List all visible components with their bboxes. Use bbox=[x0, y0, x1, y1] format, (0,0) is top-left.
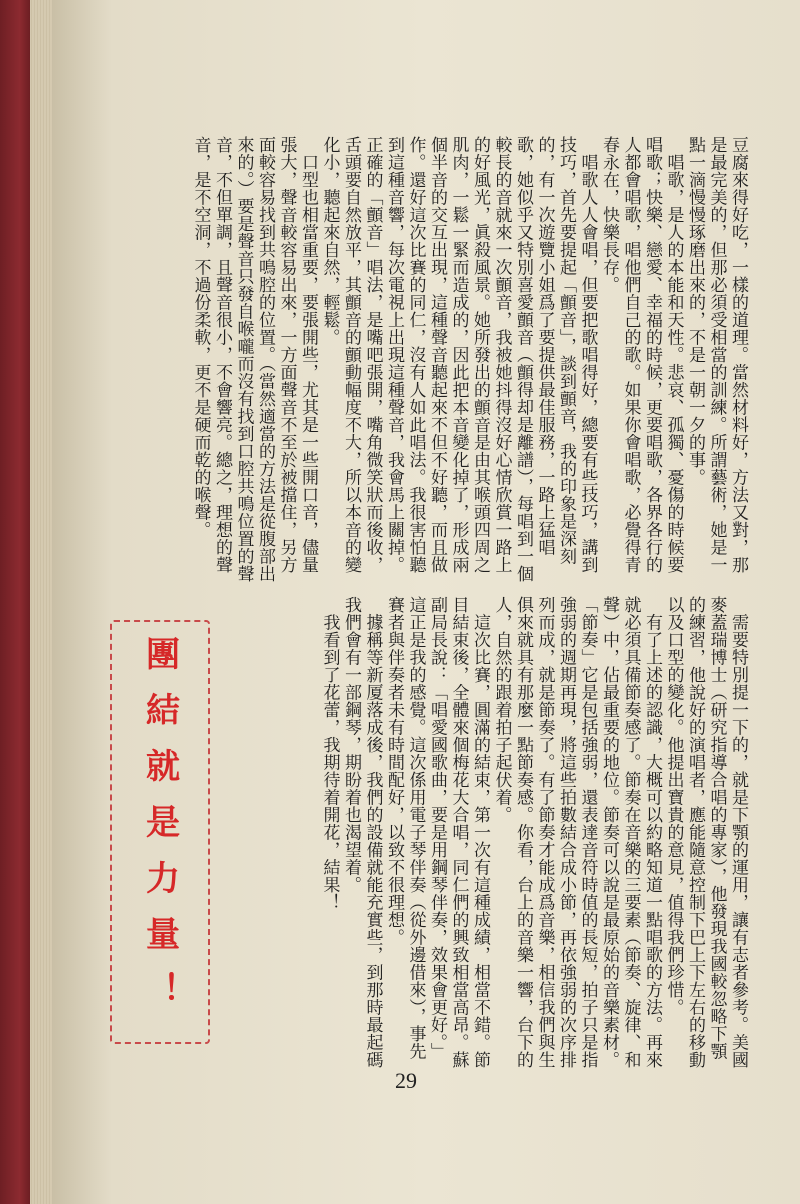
slogan-text: 團結就是力量！ bbox=[139, 636, 180, 1028]
slogan-box bbox=[110, 620, 210, 1044]
page-number: 29 bbox=[395, 1068, 417, 1093]
article-text-bottom: 需要特別提一下的，就是下顎的運用，讓有志者參考。美國麥蓋瑞博士（研究指導合唱的專家），他發現我國較忽略下顎的練習，他說好的演唱者，應能隨意控制下巴上下左右的移動以及口型的變化。他提出寶貴的意見，值得我們珍惜。 有了上述的認識，大概可以約略知道一點唱歌的方法。再來就必須具備節奏感了。節奏在音樂的三要素（節奏、旋律、和聲）中，佔最重要的地位。節奏可以說是最原始的音樂素材。「節奏」它是包括強弱，還表達音符時值的長短，拍子只是指強弱的週期再現，將這些拍數結合成小節，再依強弱的次序排列而成，就是節奏了。有了節奏才能成爲音樂，相信我們與生俱來就具有那麼一點節奏感。你看，台上的音樂一響，台下的人，自然的跟着拍子起伏着。 這次比賽，圓滿的結束，第一次有這種成績，相當不錯。節目結束後，全體來個梅花大合唱，同仁們的興致相當高昂。蘇副局長說：「唱愛國歌曲，要是用鋼琴伴奏，效果會更好。」這正是我的感覺。這次係用電子琴伴奏（從外邊借來），事先賽者與伴奏者未有時間配好，以致不很理想。 據稱等新厦落成後，我們的設備就能充實些，到那時最起碼我們會有一部鋼琴，期盼着也渴望着。 我看到了花蕾，我期待着開花，結果！ bbox=[319, 596, 748, 1069]
article-text-top: 豆腐來得好吃，一樣的道理。當然材料好，方法又對，那是最完美的，但那必須受相當的訓練。所謂藝術，她是一點一滴慢慢琢磨出來的，不是一朝一夕的事。 唱歌，是人的本能和天性。悲哀、孤獨、憂傷的時候要唱歌；快樂、戀愛、幸福的時候，更要唱歌，各界各行的人都會唱歌，唱他們自己的歌。如果你會唱歌，必覺得青春永在，快樂長存。 唱歌人人會唱，但要把歌唱得好，總要有些技巧，講到技巧，首先要提起「顫音」，談到顫音，我的印象是深刻的，有一次遊覽小姐爲了要提供最佳服務，一路上猛唱歌，她似乎又特別喜愛顫音（顫得却是離譜），每唱到一個較長的音就來一次顫音，我被她抖得沒好心情欣賞一路上的好風光，眞殺風景。她所發出的顫音是由其喉頭四周之肌肉，一鬆一緊而造成的，因此把本音變化掉了，形成兩個半音的交互出現，這種聲音聽起來不但不好聽，而且做作。還好這次比賽的同仁，沒有人如此唱法。我很害怕聽到這種音響，每次電視上出現這種聲音，我會馬上關掉。正確的「顫音」唱法，是嘴吧張開，嘴角微笑狀而後收，舌頭要自然放平，其顫音的顫動幅度不大，所以本音的變化小，聽起來自然，輕鬆。 口型也相當重要，要張開些，尤其是一些開口音，儘量張大，聲音較容易出來，一方面聲音不至於被擋住，另方面較容易找到共鳴腔的位置。（當然適當的方法是從腹部出來的。）要是聲音只發自喉嚨而沒有找到口腔共鳴位置的聲音，不但單調，且聲音很小，不會響亮。總之，理想的聲音，是不空洞，不過份柔軟，更不是硬而乾的喉聲。 bbox=[190, 136, 748, 583]
